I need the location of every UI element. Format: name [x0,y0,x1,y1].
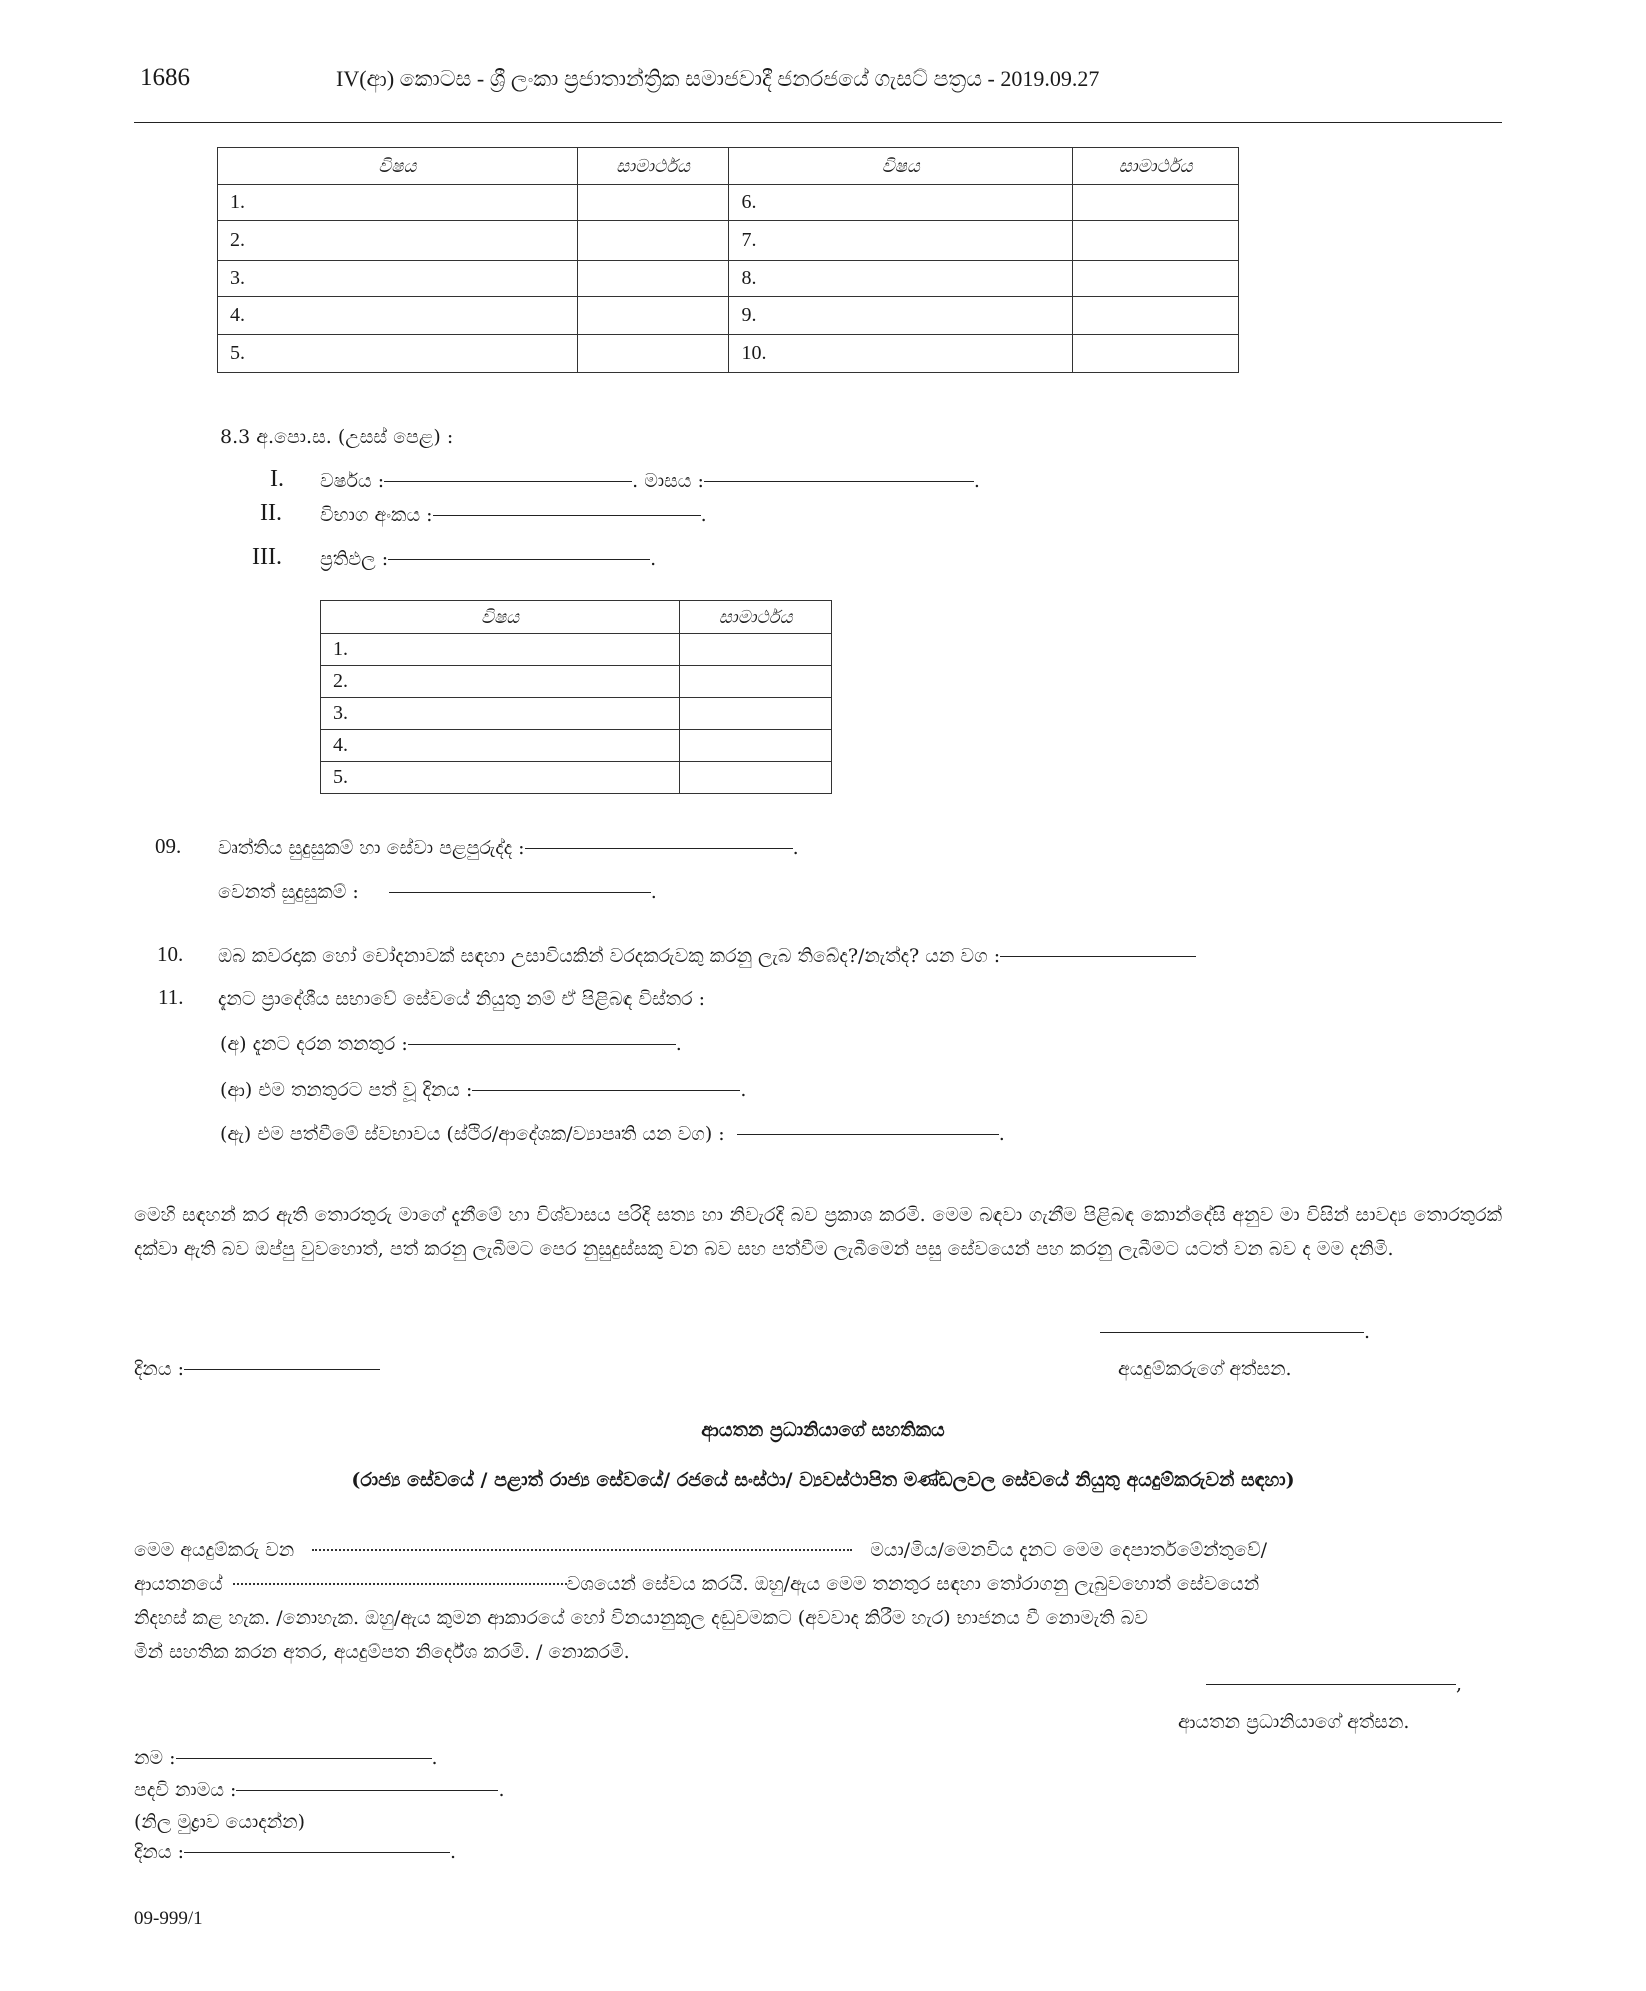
certificate-title-label: මයා/මිය/මෙනවිය දැනට මෙම දෙපාර්තමේන්තුවේ/ [870,1539,1268,1561]
applicant-signature-line: . [1100,1320,1370,1344]
year-blank [384,481,632,482]
page-number: 1686 [140,64,190,91]
table-cell: 10. [729,335,1073,373]
question-11-label: දැනට ප්‍රාදේශීය සභාවේ සේවයේ නියුතු නම් ඒ පිළිබඳ විස්තර : [218,988,705,1010]
column-header-pass: සාමාර්ථය [577,148,729,185]
current-post-label: (අ) දැනට දරන තනතුර : [220,1033,408,1055]
table-row [321,730,832,762]
header-rule [134,122,1502,123]
month-label: . මාසය : [632,470,704,492]
table-cell [680,762,832,794]
results-table-ol [217,147,1239,373]
table-cell [680,730,832,762]
results-label: ප්‍රතිඵල : [320,548,389,570]
question-09-line: වෘත්තිය සුදුසුකම් හා සේවා පළපුරුද්ද : . [218,837,799,859]
table-cell: 3. [218,261,578,297]
head-name-label: නම : [134,1747,176,1769]
table-row [218,221,1239,261]
appointment-date-label: (ආ) එම තනතුරට පත් වූ දිනය : [220,1079,473,1101]
table-cell [1073,297,1239,335]
certificate-line-1 [134,1538,1502,1562]
table-cell [577,261,729,297]
year-month-line: වර්ෂය : . මාසය : . [320,470,980,492]
question-10-label: ඔබ කවරදාක හෝ චෝදනාවක් සඳහා උසාවියකින් වරදකරුවකු කරනු ලැබ තිබේද?/නැත්ද? යන වග : [218,945,1001,967]
table-cell [1073,261,1239,297]
head-name-blank [176,1758,432,1759]
table-cell: 2. [218,221,578,261]
head-name-line: නම : . [134,1747,438,1769]
table-cell [577,335,729,373]
table-cell: 4. [218,297,578,335]
current-post-line: (අ) දැනට දරන තනතුර : . [220,1033,682,1055]
table-cell [577,297,729,335]
head-designation-line: පදවි නාමය : . [134,1779,505,1801]
year-label: වර්ෂය : [320,470,385,492]
section-8-3-label: 8.3 අ.පො.ස. (උසස් පෙළ) : [220,426,454,448]
institute-post-dots [233,1583,567,1585]
table-row [321,698,832,730]
column-header-subject: විෂය [729,148,1073,185]
head-signature-line: , [1206,1672,1462,1696]
head-signature-label: ආයතන ප්‍රධානියාගේ අත්සන. [1178,1711,1410,1733]
table-cell: 9. [729,297,1073,335]
column-header-pass: සාමාර්ථය [1073,148,1239,185]
table-cell [680,698,832,730]
table-header-row [321,601,832,634]
question-09-blank [525,848,793,849]
applicant-signature-label: අයදුම්කරුගේ අත්සන. [1118,1358,1292,1380]
question-09-number: 09. [155,834,182,858]
column-header-subject: විෂය [321,601,680,634]
table-cell: 1. [218,185,578,221]
question-10-number: 10. [157,942,184,966]
table-cell [1073,221,1239,261]
applicant-signature-blank [1100,1332,1364,1333]
certificate-line-3: නිදහස් කළ හැක. /නොහැක. ඔහු/ඇය කුමන ආකාරයේ හෝ විනයානුකූල දඬුවමකට (අවවාද කිරීම හැර) භාජනය වී නොමැති බව [134,1607,1148,1629]
table-row [218,261,1239,297]
item-numeral-2: II. [260,500,282,526]
exam-number-blank [433,515,701,516]
table-cell [1073,185,1239,221]
question-10-line [218,944,1196,968]
exam-number-line: විභාග අංකය : . [320,504,707,526]
head-signature-blank [1206,1684,1456,1685]
month-blank [704,481,974,482]
table-row [321,762,832,794]
certificate-service-text: වශයෙන් සේවය කරයි. ඔහු/ඇය මෙම තනතුර සඳහා තෝරාගනු ලැබුවහොත් සේවයෙන් [566,1573,1260,1595]
question-10-blank [1000,956,1196,957]
table-cell [680,666,832,698]
table-row [218,335,1239,373]
table-cell [680,634,832,666]
item-numeral-1: I. [270,466,284,492]
certificate-line-4: මින් සහතික කරන අතර, අයදුම්පත නිර්දේශ කරමි. / නොකරමි. [134,1641,630,1663]
table-cell: 4. [321,730,680,762]
table-cell: 5. [321,762,680,794]
certificate-subtitle: (රාජ්‍ය සේවයේ / පළාත් රාජ්‍ය සේවයේ/ රජයේ සංස්ථා/ ව්‍යවස්ථාපිත මණ්ඩලවල සේවයේ නියුතු අයදුම්කරුවන් සඳහා) [351,1469,1295,1491]
head-date-line: දිනය : . [134,1841,457,1863]
table-cell: 6. [729,185,1073,221]
declaration-date-line [134,1357,380,1381]
appointment-nature-label: (ඇ) එම පත්වීමේ ස්වභාවය (ස්ථිර/ආදේශක/ව්‍යාපෘති යන වග) : [220,1123,725,1145]
other-qualifications-line: වෙනත් සුදුසුකම් : . [218,881,657,903]
item-numeral-3: III. [252,544,282,570]
table-cell: 1. [321,634,680,666]
head-designation-blank [236,1790,498,1791]
certificate-line-2 [134,1572,1502,1596]
table-row [218,297,1239,335]
head-designation-label: පදවි නාමය : [134,1779,237,1801]
applicant-name-dots [312,1549,852,1551]
question-09-label: වෘත්තිය සුදුසුකම් හා සේවා පළපුරුද්ද : [218,837,525,859]
official-stamp-note: (නිල මුද්‍රාව යොදන්න) [134,1811,305,1833]
table-cell: 7. [729,221,1073,261]
current-post-blank [408,1044,676,1045]
table-row [321,634,832,666]
table-header-row [218,148,1239,185]
footer-code: 09-999/1 [134,1908,203,1929]
certificate-title: ආයතන ප්‍රධානියාගේ සහතිකය [701,1419,945,1441]
exam-number-label: විභාග අංකය : [320,504,433,526]
results-table-al [320,600,832,794]
page-header-title: IV(ආ) කොටස - ශ්‍රී ලංකා ප්‍රජාතාන්ත්‍රික සමාජවාදී ජනරජයේ ගැසට් පත්‍රය - 2019.09.27 [336,66,1100,91]
table-cell [577,185,729,221]
certificate-applicant-label: මෙම අයදුම්කරු වන [134,1539,295,1561]
appointment-nature-blank [737,1134,999,1135]
column-header-subject: විෂය [218,148,578,185]
table-cell [577,221,729,261]
head-date-blank [184,1852,450,1853]
declaration-text: මෙහි සඳහන් කර ඇති තොරතුරු මාගේ දැනීමේ හා විශ්වාසය පරිදි සත්‍ය හා නිවැරදි බව ප්‍රකාශ කරමි. මෙම බඳවා ගැනීම පිළිබඳ කොන්දේසි අනුව මා විසින් සාවද්‍ය තොරතුරක් දක්වා ඇති බව ඔප්පු වුවහොත්, පත් කරනු ලැබීමට පෙර නුසුදුස්සකු වන බව සහ පත්වීම ලැබීමෙන් පසු සේවයෙන් පහ කරනු ලැබීමට යටත් වන බව ද මම දනිමි. [134,1204,1502,1260]
table-row [218,185,1239,221]
other-qualifications-label: වෙනත් සුදුසුකම් : [218,881,359,903]
declaration-date-blank [184,1369,380,1370]
table-row [321,666,832,698]
table-cell: 2. [321,666,680,698]
table-cell: 3. [321,698,680,730]
appointment-date-blank [472,1090,740,1091]
certificate-institute-label: ආයතනයේ [134,1573,223,1595]
head-date-label: දිනය : [134,1841,184,1863]
table-cell: 5. [218,335,578,373]
table-cell [1073,335,1239,373]
question-11-number: 11. [158,985,184,1009]
appointment-date-line: (ආ) එම තනතුරට පත් වූ දිනය : . [220,1079,747,1101]
other-qualifications-blank [389,892,651,893]
table-cell: 8. [729,261,1073,297]
column-header-pass: සාමාර්ථය [680,601,832,634]
appointment-nature-line: (ඇ) එම පත්වීමේ ස්වභාවය (ස්ථිර/ආදේශක/ව්‍යාපෘති යන වග) : . [220,1123,1005,1145]
results-blank [388,559,650,560]
results-line: ප්‍රතිඵල : . [320,548,657,570]
declaration-date-label: දිනය : [134,1358,184,1380]
